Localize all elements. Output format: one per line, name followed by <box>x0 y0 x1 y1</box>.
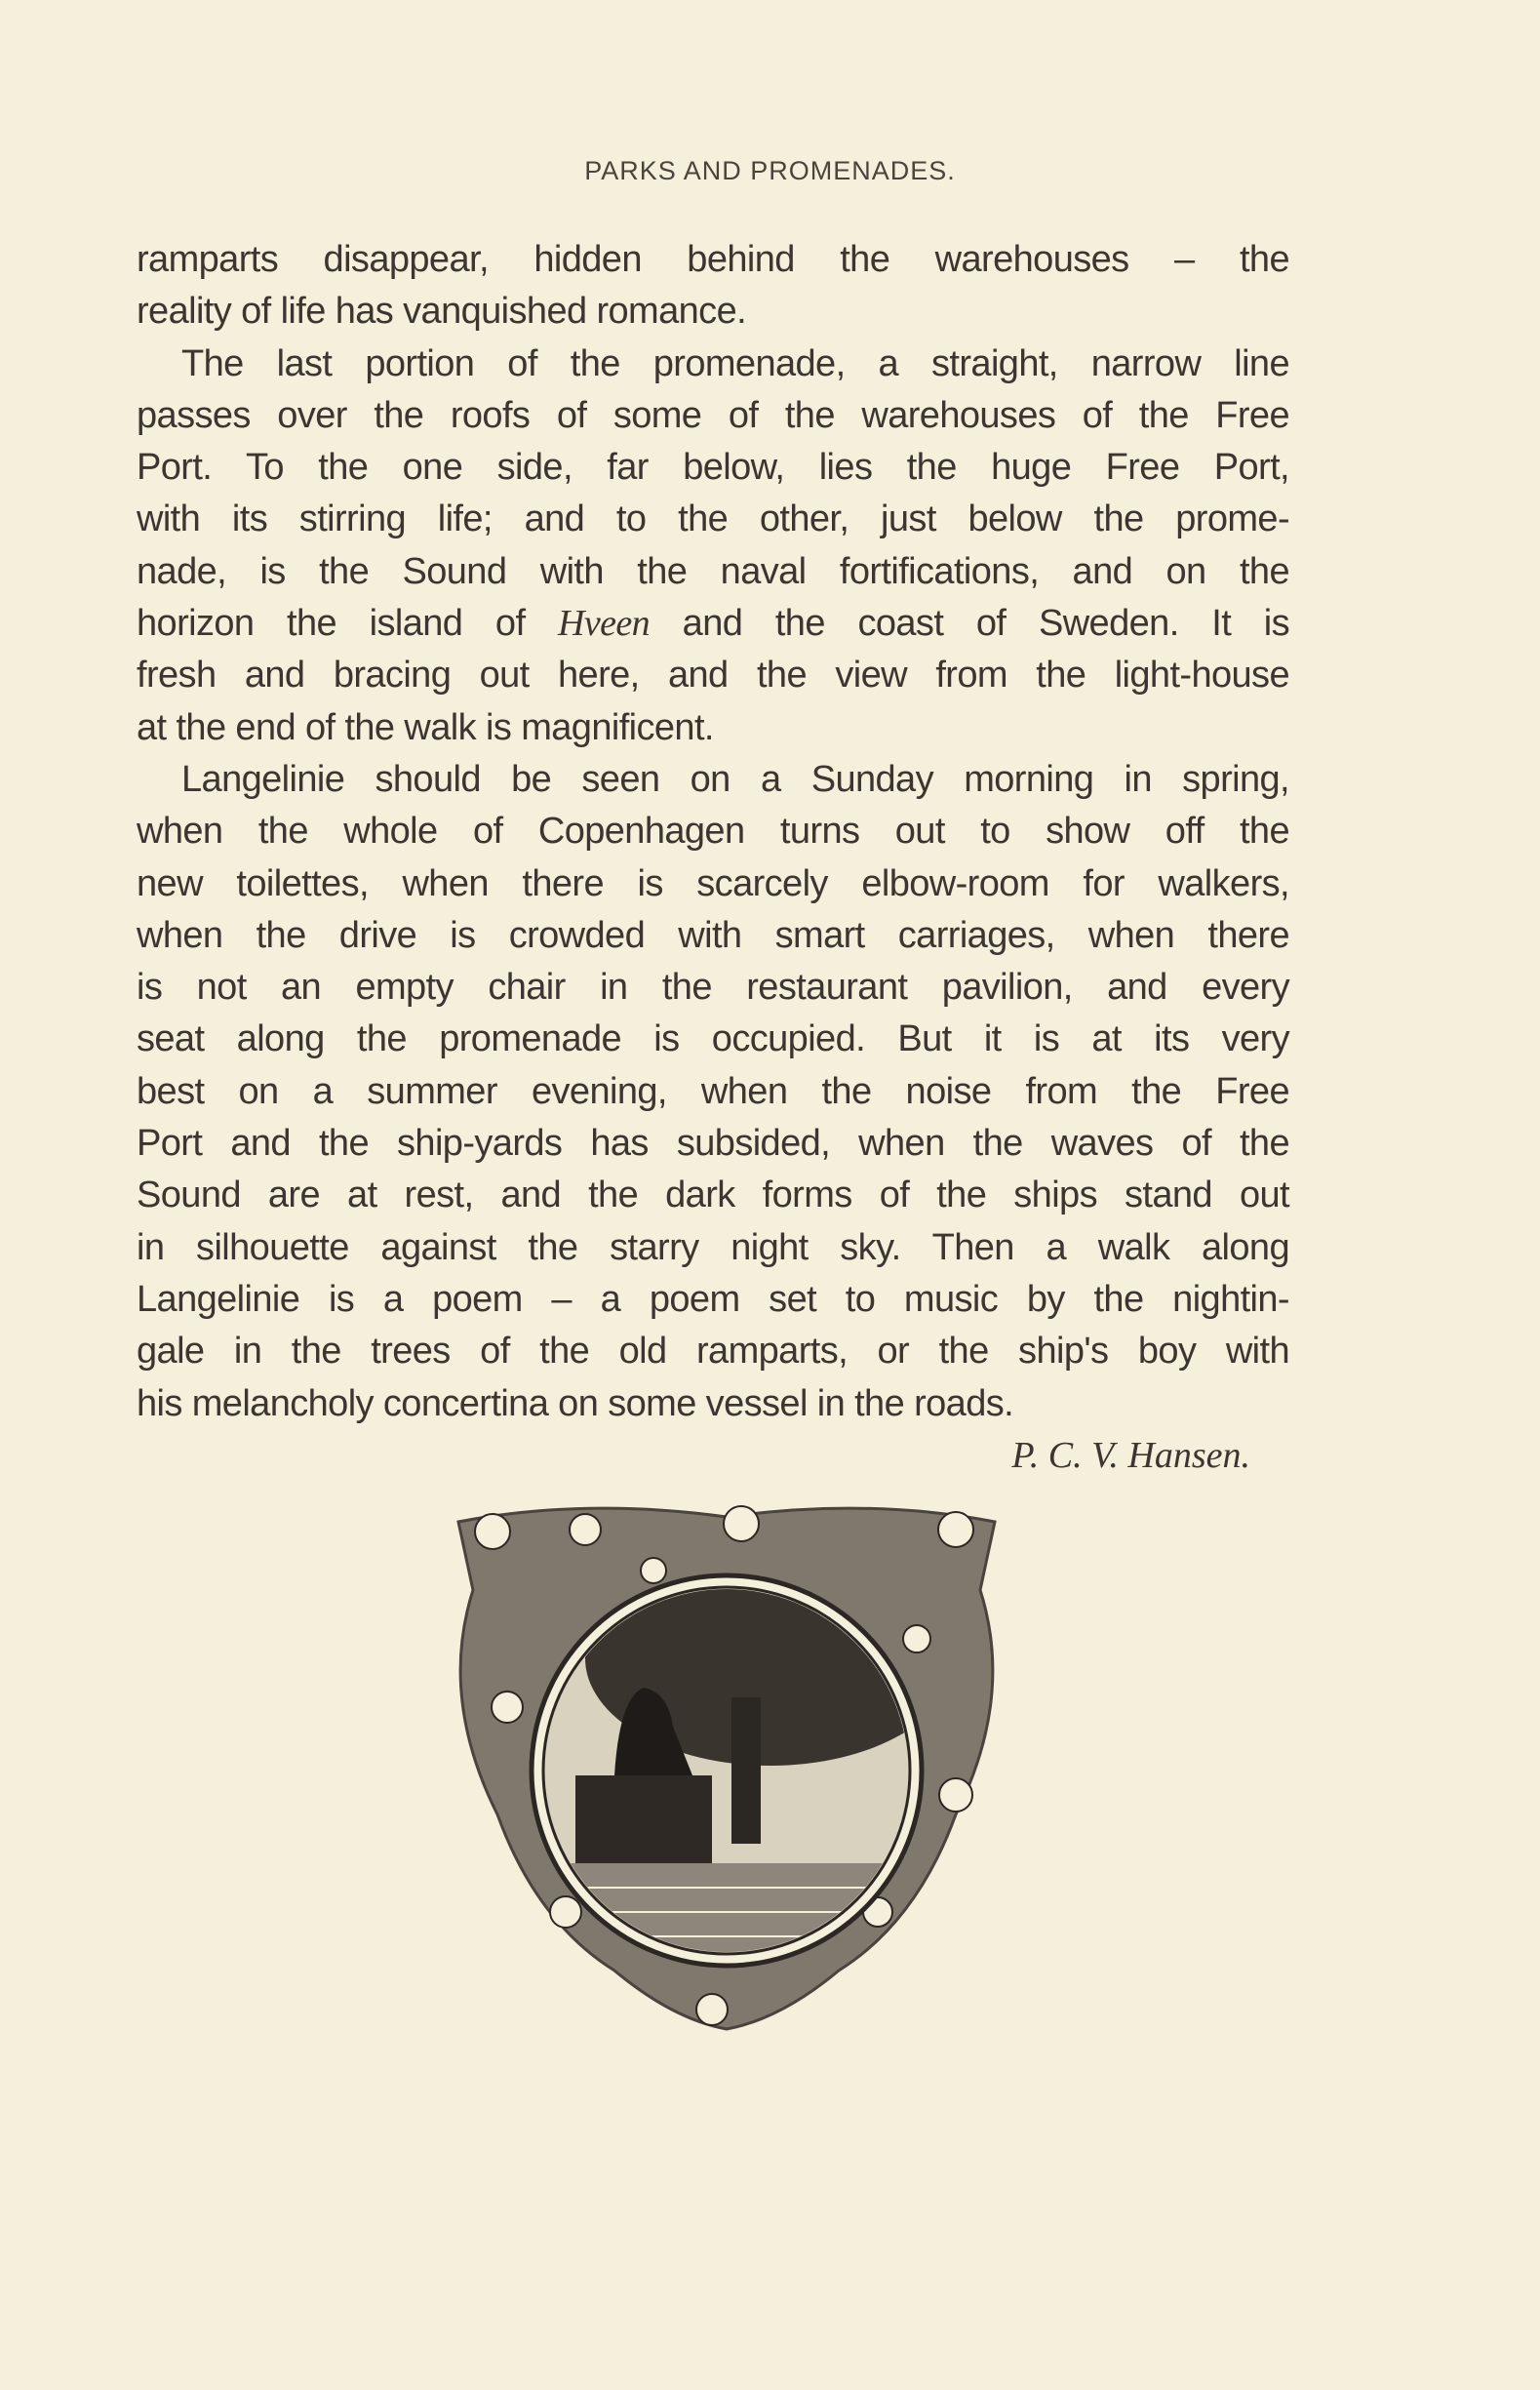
text-line: with its stirring life; and to the other, just below the prome- <box>137 498 1289 540</box>
text-line: at the end of the walk is magnificent. <box>137 706 714 748</box>
author-signature: P. C. V. Hansen. <box>1011 1435 1250 1476</box>
text-line: fresh and bracing out here, and the view from the light-house <box>137 655 1289 697</box>
text-line <box>137 598 1289 650</box>
text-line: when the whole of Copenhagen turns out to show off the <box>137 811 1289 853</box>
vignette-illustration <box>449 1502 1005 2049</box>
text-line: gale in the trees of the old ramparts, or the ship's boy with <box>137 1331 1289 1373</box>
text-line: seat along the promenade is occupied. But it is at its very <box>137 1018 1289 1060</box>
text-run: horizon the island of <box>137 603 559 645</box>
statue-pedestal <box>575 1775 712 1868</box>
text-line: passes over the roofs of some of the warehouses of the Free <box>137 394 1289 436</box>
text-line: The last portion of the promenade, a straight, narrow line <box>181 342 1289 384</box>
text-run: and the coast of Sweden. It is <box>650 603 1289 645</box>
text-line: Sound are at rest, and the dark forms of the ships stand out <box>137 1175 1289 1216</box>
text-line: Port and the ship-yards has subsided, when the waves of the <box>137 1123 1289 1165</box>
text-line: nade, is the Sound with the naval fortifications, and on the <box>137 550 1289 592</box>
text-line: Port. To the one side, far below, lies the huge Free Port, <box>137 447 1289 489</box>
italic-place-name: Hveen <box>558 603 651 645</box>
text-line: best on a summer evening, when the noise from the Free <box>137 1070 1289 1112</box>
running-head: PARKS AND PROMENADES. <box>584 156 956 185</box>
text-line: his melancholy concertina on some vessel in the roads. <box>137 1382 1014 1424</box>
text-line: ramparts disappear, hidden behind the warehouses – the <box>137 239 1289 280</box>
text-line: Langelinie should be seen on a Sunday morning in spring, <box>181 758 1289 800</box>
text-line: when the drive is crowded with smart carriages, when there <box>137 914 1289 956</box>
text-line: is not an empty chair in the restaurant pavilion, and every <box>137 967 1289 1009</box>
text-line: new toilettes, when there is scarcely elbow-room for walkers, <box>137 862 1289 904</box>
text-line: reality of life has vanquished romance. <box>137 291 747 333</box>
text-line: in silhouette against the starry night sky. Then a walk along <box>137 1226 1289 1268</box>
text-line: Langelinie is a poem – a poem set to music by the nightin- <box>137 1278 1289 1320</box>
tree-trunk <box>731 1697 761 1844</box>
body-text <box>137 234 1289 1430</box>
